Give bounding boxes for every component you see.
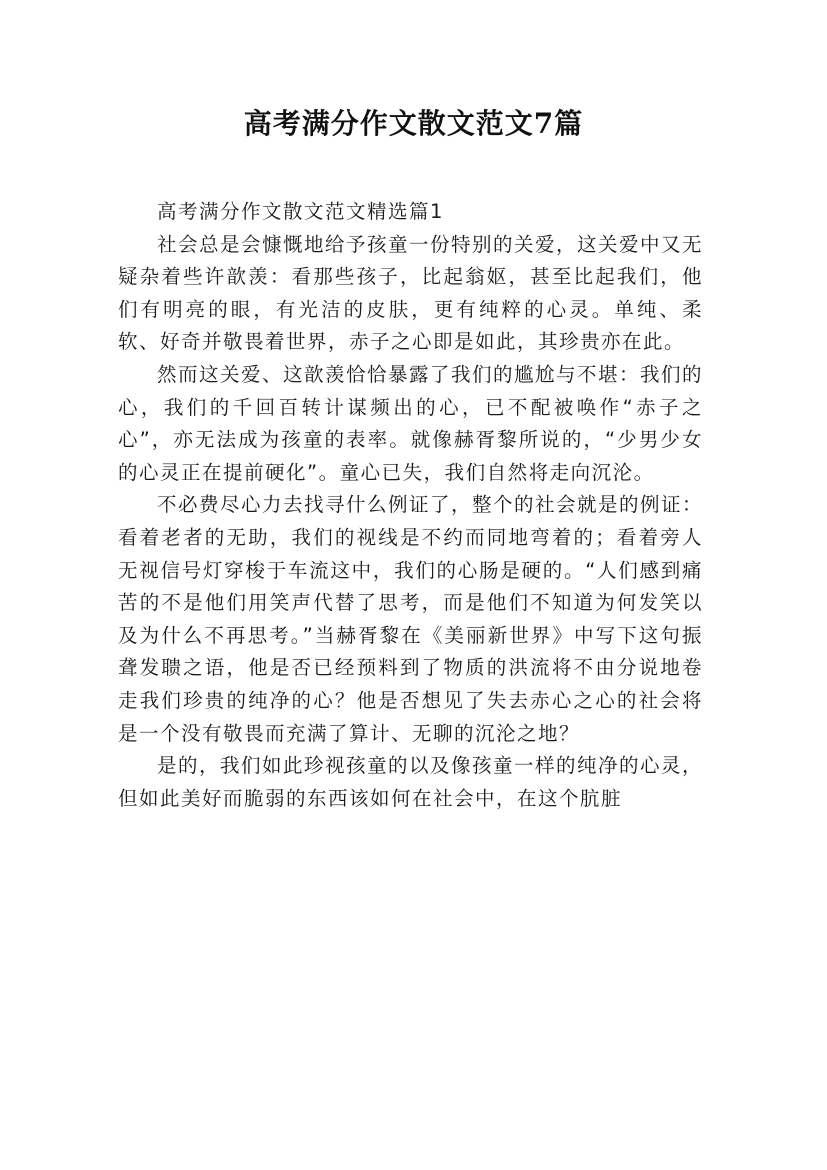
- section-heading: 高考满分作文散文范文精选篇1: [157, 200, 444, 223]
- paragraph: 不必费尽心力去找寻什么例证了，整个的社会就是的例证：看着老者的无助，我们的视线是不约而同地弯着的；看着旁人无视信号灯穿梭于车流这中，我们的心肠是硬的。“人们感到痛苦的不是他们用笑声代替了思考，而是他们不知道为何发笑以及为什么不再思考。”当赫胥黎在《美丽新世界》中写下这句振聋发聩之语，他是否已经预料到了物质的洪流将不由分说地卷走我们珍贵的纯净的心？他是否想见了失去赤心之心的社会将是一个没有敬畏而充满了算计、无聊的沉沦之地？: [118, 493, 704, 745]
- paragraph: 是的，我们如此珍视孩童的以及像孩童一样的纯净的心灵，但如此美好而脆弱的东西该如何在社会中，在这个肮脏: [118, 754, 704, 810]
- document-title: 高考满分作文散文范文7篇: [243, 107, 584, 140]
- paragraph: 然而这关爱、这歆羡恰恰暴露了我们的尴尬与不堪：我们的心，我们的千回百转计谋频出的心，已不配被唤作“赤子之心”，亦无法成为孩童的表率。就像赫胥黎所说的，“少男少女的心灵正在提前硬化”。童心已失，我们自然将走向沉沦。: [118, 362, 704, 484]
- document-body: [118, 196, 703, 815]
- paragraph: 社会总是会慷慨地给予孩童一份特别的关爱，这关爱中又无疑杂着些许歆羡：看那些孩子，比起翁妪，甚至比起我们，他们有明亮的眼，有光洁的皮肤，更有纯粹的心灵。单纯、柔软、好奇并敬畏着世界，赤子之心即是如此，其珍贵亦在此。: [118, 232, 704, 354]
